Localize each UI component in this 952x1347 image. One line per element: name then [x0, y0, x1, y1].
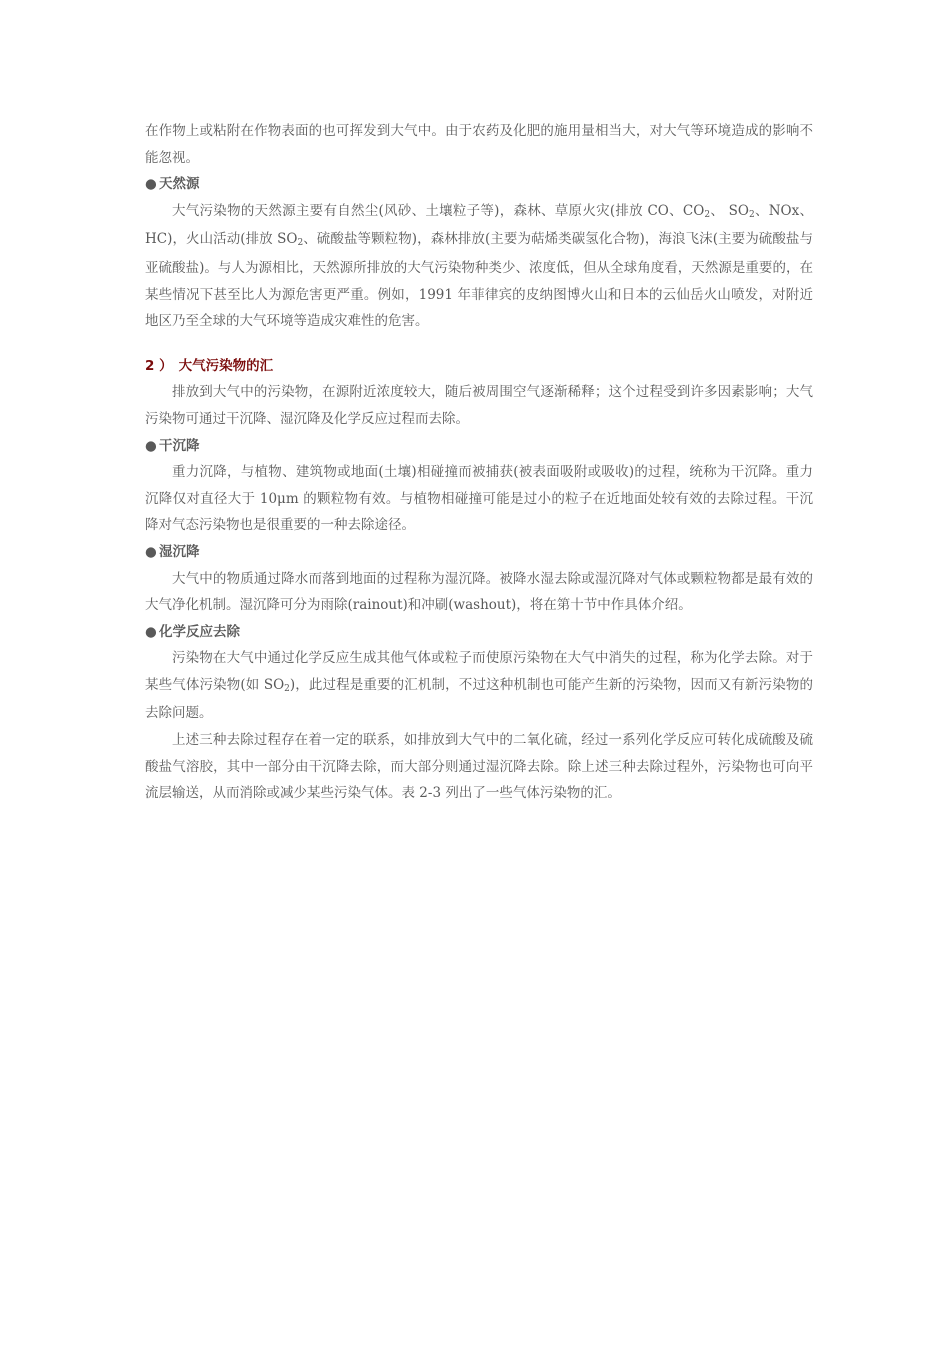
section-intro-paragraph: 排放到大气中的污染物，在源附近浓度较大，随后被周围空气逐渐稀释；这个过程受到许多因素影响；大气污染物可通过干沉降、湿沉降及化学反应过程而去除。 — [145, 384, 813, 427]
natural-source-paragraph — [145, 198, 813, 335]
intro-paragraph: 在作物上或粘附在作物表面的也可挥发到大气中。由于农药及化肥的施用量相当大，对大气等环境造成的影响不能忽视。 — [145, 123, 813, 166]
bullet-dot-icon: ● — [145, 543, 157, 560]
bullet-dot-icon: ● — [145, 176, 157, 193]
bullet-wet-deposition — [145, 539, 813, 566]
wet-deposition-heading: 湿沉降 — [159, 543, 200, 560]
chemical-removal-paragraph — [145, 645, 813, 727]
chem-text-1: 污染物在大气中通过化学反应生成其他气体或粒子而使原污染物在大气中消失的过程，称为化学去除。对于某些气体污染物(如 SO — [145, 650, 813, 693]
summary-paragraph: 上述三种去除过程存在着一定的联系，如排放到大气中的二氧化硫，经过一系列化学反应可转化成硫酸及硫酸盐气溶胶，其中一部分由干沉降去除，而大部分则通过湿沉降去除。除上述三种去除过程外，污染物也可向平流层输送，从而消除或减少某些污染气体。表 2-3 列出了一些气体污染物的汇。 — [145, 732, 813, 802]
subscript: 2 — [284, 683, 290, 694]
chemical-removal-heading: 化学反应去除 — [159, 623, 240, 640]
subscript: 2 — [704, 209, 711, 220]
section-number: 2 ） — [145, 357, 173, 374]
dry-deposition-heading: 干沉降 — [159, 437, 200, 454]
bullet-dot-icon: ● — [145, 437, 157, 454]
natural-source-heading: 天然源 — [159, 176, 200, 193]
bullet-dry-deposition — [145, 433, 813, 460]
document-page — [145, 118, 813, 807]
section-title: 大气污染物的汇 — [178, 357, 274, 374]
natural-text-1: 大气污染物的天然源主要有自然尘(风砂、土壤粒子等)，森林、草原火灾(排放 CO、CO — [172, 202, 705, 219]
subscript: 2 — [748, 209, 755, 220]
bullet-dot-icon: ● — [145, 623, 157, 640]
dry-deposition-paragraph: 重力沉降，与植物、建筑物或地面(土壤)相碰撞而被捕获(被表面吸附或吸收)的过程，统称为干沉降。重力沉降仅对直径大于 10μm 的颗粒物有效。与植物相碰撞可能是过小的粒子在近地面处较有效的去除过程。干沉降对气态污染物也是很重要的一种去除途径。 — [145, 464, 813, 534]
bullet-natural-source — [145, 171, 813, 198]
subscript: 2 — [297, 238, 304, 249]
bullet-chemical-removal — [145, 619, 813, 646]
natural-text-3: 、NOx、HC)，火山活动(排放 SO — [145, 202, 813, 248]
chem-text-2: )，此过程是重要的汇机制，不过这种机制也可能产生新的污染物，因而又有新污染物的去除问题。 — [145, 676, 813, 722]
section-heading — [145, 353, 813, 380]
wet-deposition-paragraph: 大气中的物质通过降水而落到地面的过程称为湿沉降。被降水湿去除或湿沉降对气体或颗粒物都是最有效的大气净化机制。湿沉降可分为雨除(rainout)和冲刷(washout)，将在第十节中作具体介绍。 — [145, 570, 813, 614]
natural-text-4: 、硫酸盐等颗粒物)，森林排放(主要为萜烯类碳氢化合物)，海浪飞沫(主要为硫酸盐与亚硫酸盐)。与人为源相比，天然源所排放的大气污染物种类少、浓度低，但从全球角度看，天然源是重要的，在某些情况下甚至比人为源危害更严重。例如，1991 年菲律宾的皮纳图博火山和日本的云仙岳火山喷发，对附近地区乃至全球的大气环境等造成灾难性的危害。 — [145, 231, 813, 330]
natural-text-2: 、 SO — [710, 202, 749, 219]
